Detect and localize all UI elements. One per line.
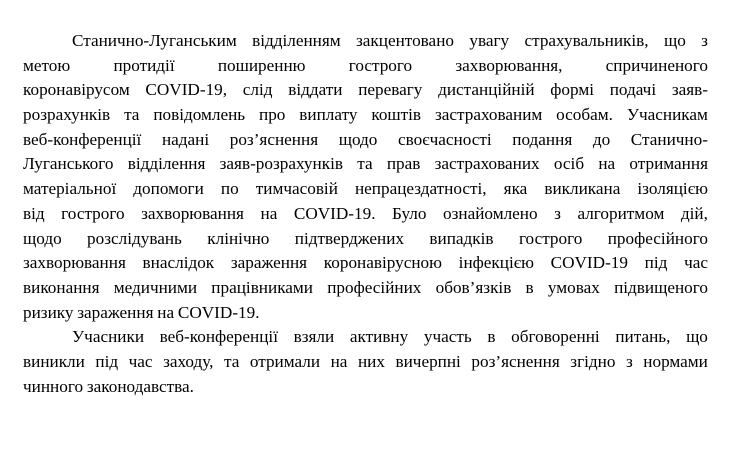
word: яка: [503, 179, 528, 199]
word: з: [625, 351, 633, 371]
word: заяв-розрахунків: [219, 154, 343, 174]
word: до: [592, 129, 611, 149]
word: поширенню: [217, 55, 306, 75]
text-line: [23, 54, 708, 79]
word: що: [686, 327, 708, 347]
text-line: [23, 227, 708, 252]
word: Учасники: [72, 327, 145, 347]
word: надані: [161, 129, 210, 149]
word: підвищеного: [614, 277, 708, 297]
word: виплату: [299, 105, 358, 125]
word: ознайомлено: [443, 203, 538, 223]
word: внаслідок: [142, 253, 215, 273]
word: та: [357, 154, 373, 174]
word: ізоляцією: [637, 179, 708, 199]
word: випадків: [429, 228, 494, 248]
word: клінічно: [207, 228, 270, 248]
word: в: [487, 327, 496, 347]
word: матеріальної: [23, 179, 117, 199]
word: допомоги: [133, 179, 204, 199]
word: на: [157, 302, 175, 322]
word: своєчасності: [398, 129, 492, 149]
text-line: [23, 29, 708, 54]
word: COVID-19.: [293, 203, 376, 223]
document-body: [23, 29, 708, 399]
word: виконання: [23, 277, 100, 297]
word: під: [644, 253, 668, 273]
word: коштів: [371, 105, 422, 125]
word: гострого: [518, 228, 583, 248]
word: законодавства.: [86, 376, 194, 396]
word: зараження: [77, 302, 154, 322]
word: розрахунків: [23, 105, 111, 125]
word: час: [128, 351, 153, 371]
word: Учасникам: [626, 105, 708, 125]
word: зараження: [230, 253, 308, 273]
word: відділення: [127, 154, 206, 174]
word: веб-конференції: [23, 129, 142, 149]
word: вичерпні: [395, 351, 461, 371]
word: подачі: [609, 80, 657, 100]
word: віддати: [288, 80, 343, 100]
word: метою: [23, 55, 71, 75]
word: роз’яснення: [471, 351, 560, 371]
word: обов’язків: [435, 277, 512, 297]
word: умовах: [547, 277, 600, 297]
word: з: [701, 31, 708, 50]
word: спричиненого: [605, 55, 708, 75]
word: застрахованим: [434, 105, 543, 125]
word: веб-конференції: [159, 327, 278, 347]
word: працівниками: [211, 277, 313, 297]
word: протидії: [113, 55, 175, 75]
text-line: [23, 128, 708, 153]
word: формі: [550, 80, 594, 100]
word: осіб: [553, 154, 585, 174]
word: дій,: [680, 203, 708, 223]
word: по: [220, 179, 239, 199]
word: страхувальників,: [524, 31, 649, 50]
text-line: [23, 375, 708, 400]
word: про: [259, 105, 286, 125]
text-line: [23, 301, 708, 326]
word: ризику: [23, 302, 74, 322]
word: активну: [349, 327, 409, 347]
word: алгоритмом: [577, 203, 665, 223]
word: COVID-19: [550, 253, 628, 273]
word: чинного: [23, 376, 84, 396]
word: розслідувань: [87, 228, 182, 248]
word: гострого: [348, 55, 413, 75]
word: повідомлень: [153, 105, 246, 125]
word: питань,: [615, 327, 671, 347]
word: медичними: [113, 277, 198, 297]
word: коронавірусною: [323, 253, 442, 273]
word: обговоренні: [511, 327, 600, 347]
word: час: [684, 253, 708, 273]
word: захворювання: [23, 253, 126, 273]
text-line: [23, 78, 708, 103]
paragraph: [23, 325, 708, 399]
word: професійного: [607, 228, 708, 248]
word: захворювання: [141, 203, 244, 223]
word: роз’яснення: [229, 129, 319, 149]
text-line: [23, 350, 708, 375]
word: щодо: [338, 129, 378, 149]
word: Було: [392, 203, 427, 223]
word: на: [260, 203, 278, 223]
word: під: [95, 351, 119, 371]
word: отримали: [249, 351, 321, 371]
word: нормами: [643, 351, 708, 371]
word: викликана: [544, 179, 621, 199]
text-line: [23, 152, 708, 177]
word: коронавірусом: [23, 80, 130, 100]
word: на: [598, 154, 616, 174]
word: закцентовано: [356, 31, 454, 50]
word: захворювання,: [455, 55, 563, 75]
word: особам.: [556, 105, 613, 125]
word: тимчасовій: [255, 179, 338, 199]
word: з: [554, 203, 561, 223]
word: що: [663, 31, 686, 50]
word: увагу: [469, 31, 510, 50]
word: інфекцією: [458, 253, 534, 273]
word: заходу,: [163, 351, 214, 371]
word: відділенням: [252, 31, 341, 50]
word: та: [223, 351, 240, 371]
word: підтверджених: [294, 228, 405, 248]
word: участь: [423, 327, 472, 347]
text-line: [23, 202, 708, 227]
word: взяли: [293, 327, 335, 347]
word: COVID-19,: [145, 80, 228, 100]
word: непрацездатності,: [354, 179, 487, 199]
word: прав: [386, 154, 421, 174]
word: COVID-19.: [177, 302, 260, 322]
word: перевагу: [358, 80, 423, 100]
paragraph: [23, 29, 708, 325]
text-line: [23, 276, 708, 301]
word: на: [330, 351, 348, 371]
word: отримання: [629, 154, 708, 174]
word: них: [357, 351, 385, 371]
text-line: [23, 251, 708, 276]
word: від: [23, 203, 45, 223]
word: гострого: [61, 203, 125, 223]
word: виникли: [23, 351, 85, 371]
word: в: [525, 277, 534, 297]
word: подання: [512, 129, 573, 149]
word: застрахованих: [434, 154, 540, 174]
text-line: [23, 177, 708, 202]
word: Станично-Луганським: [72, 31, 237, 50]
word: згідно: [570, 351, 616, 371]
text-line: [23, 325, 708, 350]
word: дистанційній: [438, 80, 535, 100]
word: та: [124, 105, 140, 125]
word: слід: [242, 80, 273, 100]
text-line: [23, 103, 708, 128]
word: щодо: [23, 228, 62, 248]
word: заяв-: [671, 80, 708, 100]
word: Станично-: [630, 129, 708, 149]
word: Луганського: [23, 154, 114, 174]
word: професійних: [327, 277, 422, 297]
